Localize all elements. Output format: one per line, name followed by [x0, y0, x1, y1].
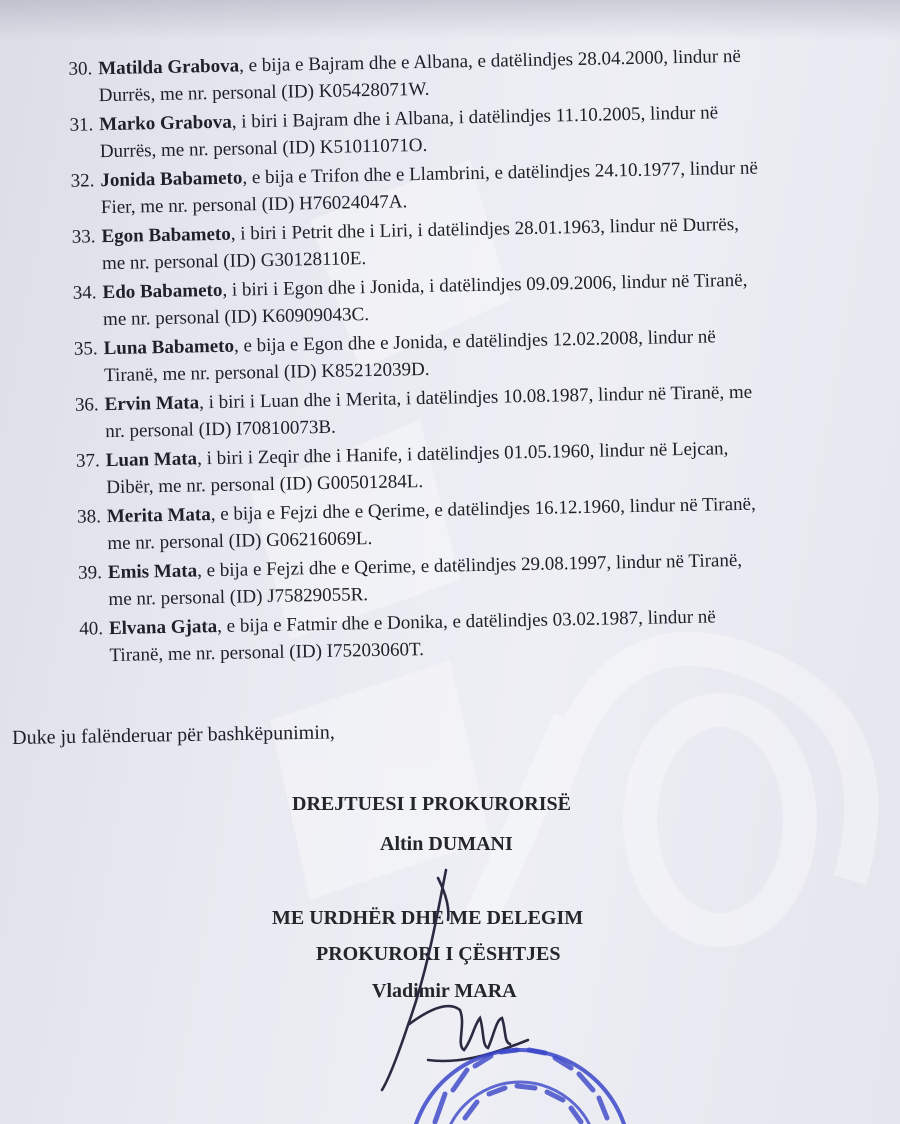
director-name: Altin DUMANI — [380, 833, 513, 855]
entry-id-line: Dibër, me nr. personal (ID) G00501284L. — [106, 471, 424, 499]
person-name: Elvana Gjata — [108, 616, 218, 640]
entry-number: 37. — [75, 450, 100, 472]
person-name: Merita Mata — [106, 504, 211, 528]
person-name: Marko Grabova — [99, 111, 232, 136]
person-list — [56, 40, 900, 672]
person-name: Luna Babameto — [103, 335, 235, 360]
person-name: Ervin Mata — [104, 392, 200, 416]
page-shadow — [0, 0, 900, 40]
entry-number: 31. — [69, 114, 94, 136]
person-name: Jonida Babameto — [100, 167, 243, 192]
entry-details: , i biri i Zeqir dhe i Hanife, i datëlindjes 01.05.1960, lindur në Lejcan, — [196, 438, 729, 470]
entry-id-line: Fier, me nr. personal (ID) H76024047A. — [100, 191, 408, 219]
case-prosecutor-title: PROKURORI I ÇËSHTJES — [316, 943, 561, 965]
entry-number: 34. — [72, 282, 97, 304]
entry-number: 35. — [73, 338, 98, 360]
entry-details: , e bija e Trifon dhe e Llambrini, e datëlindjes 24.10.1977, lindur në — [242, 157, 759, 189]
entry-number: 33. — [71, 226, 96, 248]
entry-details: , e bija e Bajram dhe e Albana, e datëlindjes 28.04.2000, lindur në — [238, 45, 742, 77]
entry-id-line: nr. personal (ID) I70810073B. — [105, 416, 336, 443]
entry-number: 30. — [68, 58, 93, 80]
entry-id-line: Tiranë, me nr. personal (ID) I75203060T. — [109, 639, 425, 667]
entry-details: , e bija e Egon dhe e Jonida, e datëlindjes 12.02.2008, lindur në — [233, 326, 716, 357]
entry-id-line: me nr. personal (ID) J75829055R. — [108, 584, 369, 611]
entry-number: 38. — [76, 506, 102, 528]
official-stamp — [405, 1040, 635, 1124]
person-name: Matilda Grabova — [98, 55, 240, 80]
entry-id-line: me nr. personal (ID) G30128110E. — [101, 248, 367, 275]
entry-id-line: Tiranë, me nr. personal (ID) K85212039D. — [103, 358, 430, 387]
entry-number: 40. — [79, 618, 104, 640]
entry-details: , i biri i Luan dhe i Merita, i datëlindjes 10.08.1987, lindur në Tiranë, me — [198, 381, 753, 414]
entry-details: , e bija e Fejzi dhe e Qerime, e datëlindjes 16.12.1960, lindur në Tiranë, — [210, 493, 756, 526]
entry-id-line: me nr. personal (ID) K60909043C. — [102, 304, 370, 331]
entry-details: , i biri i Petrit dhe i Liri, i datëlindjes 28.01.1963, lindur në Durrës, — [230, 213, 740, 245]
person-name: Emis Mata — [107, 560, 198, 584]
entry-details: , i biri i Egon dhe i Jonida, i datëlindjes 09.09.2006, lindur në Tiranë, — [222, 269, 748, 301]
delegation-line: ME URDHËR DHE ME DELEGIM — [272, 907, 584, 929]
entry-details: , e bija e Fejzi dhe e Qerime, e datëlindjes 29.08.1997, lindur në Tiranë, — [196, 549, 743, 582]
person-name: Edo Babameto — [102, 279, 223, 304]
person-name: Egon Babameto — [101, 223, 231, 248]
entry-number: 32. — [70, 170, 95, 192]
entry-id-line: Durrës, me nr. personal (ID) K51011071O. — [99, 134, 428, 163]
closing-remark: Duke ju falënderuar për bashkëpunimin, — [12, 721, 336, 749]
entry-id-line: Durrës, me nr. personal (ID) K05428071W. — [98, 78, 430, 107]
entry-details: , i biri i Bajram dhe i Albana, i datëlindjes 11.10.2005, lindur në — [231, 102, 719, 133]
person-name: Luan Mata — [105, 448, 198, 472]
entry-number: 36. — [74, 394, 99, 416]
case-prosecutor-name: Vladimir MARA — [372, 980, 517, 1002]
entry-number: 39. — [77, 562, 103, 584]
entry-details: , e bija e Fatmir dhe e Donika, e datëlindjes 03.02.1987, lindur në — [216, 606, 716, 638]
entry-id-line: me nr. personal (ID) G06216069L. — [107, 528, 373, 555]
director-title: DREJTUESI I PROKURORISË — [292, 793, 571, 815]
